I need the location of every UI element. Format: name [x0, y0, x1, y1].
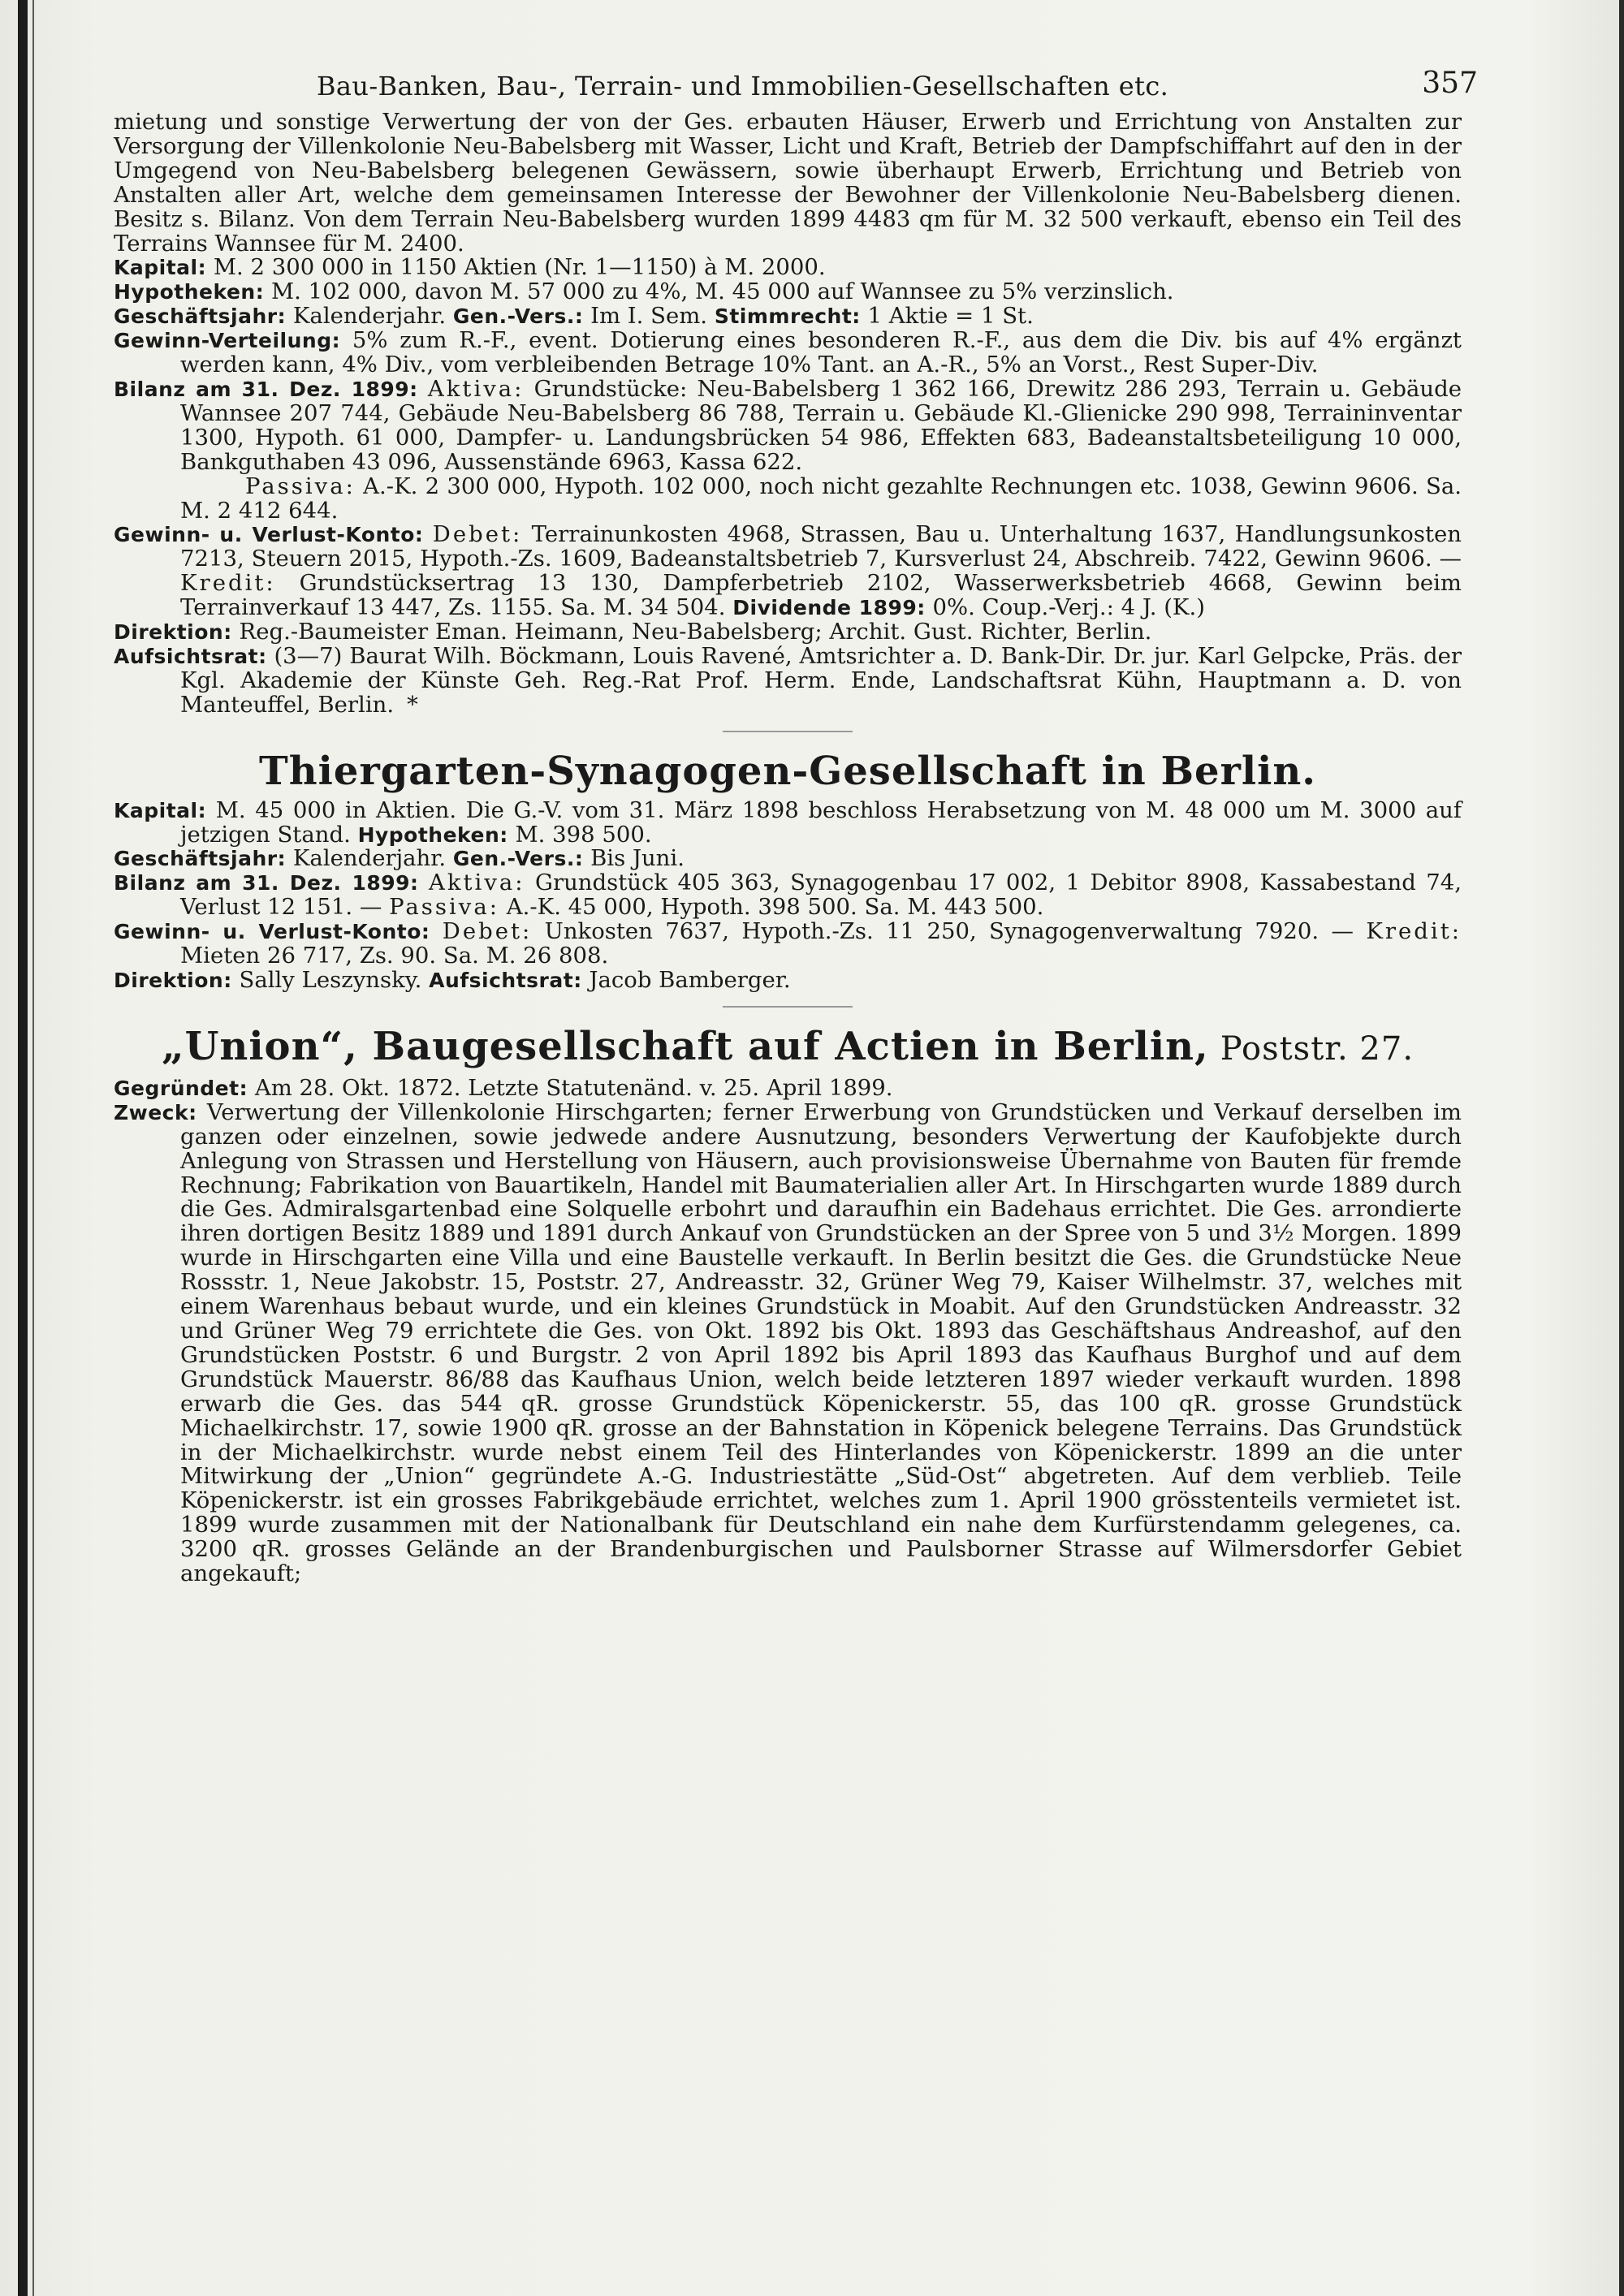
- gj-label: Geschäftsjahr:: [114, 304, 287, 329]
- entry1-guv: [114, 523, 1462, 620]
- entry3-gegruendet: [114, 1074, 1462, 1101]
- page-header: [114, 65, 1478, 110]
- book-binding-edge: [18, 0, 28, 2296]
- kredit-label: Kredit:: [1366, 918, 1462, 945]
- entry-thiergarten-synagogen: [114, 747, 1462, 993]
- kredit-text: Mieten 26 717, Zs. 90. Sa. M. 26 808.: [180, 943, 609, 969]
- aufsichtsrat-label: Aufsichtsrat:: [429, 969, 582, 992]
- entry2-bilanz: [114, 871, 1462, 920]
- passiva-text: A.-K. 2 300 000, Hypoth. 102 000, noch nicht gezahlte Rechnungen etc. 1038, Gewinn 9606. Sa. M. 2 412 644.: [180, 473, 1462, 524]
- kapital-label: Kapital:: [114, 256, 207, 280]
- aktiva-label: Aktiva:: [428, 870, 525, 896]
- zweck-text: Verwertung der Villenkolonie Hirschgarten; ferner Erwerbung von Grundstücken und Verkauf derselben im ganzen oder einzelnen, sowie jedwede andere Ausnutzung, besonders Verwertung der Kaufobjekte durch Anlegung von Strassen und Herstellung von Häusern, auch provisionsweise Übernahme von Bauten für fremde Rechnung; Fabrikation von Bauartikeln, Handel mit Baumaterialien aller Art. In Hirschgarten wurde 1889 durch die Ges. Admiralsgartenbad eine Solquelle erbohrt und daraufhin ein Badehaus errichtet. Die Ges. arrondierte ihren dortigen Besitz 1889 und 1891 durch Ankauf von Grundstücken an der Spree von 5 und 3½ Morgen. 1899 wurde in Hirschgarten eine Villa und eine Baustelle verkauft. In Berlin besitzt die Ges. die Grundstücke Neue Rossstr. 1, Neue Jakobstr. 15, Poststr. 27, Andreasstr. 32, Grüner Weg 79, Kaiser Wilhelmstr. 37, welches mit einem Warenhaus bebaut wurde, und ein kleines Grundstück in Moabit. Auf den Grundstücken Andreasstr. 32 und Grüner Weg 79 errichtete die Ges. von Okt. 1892 bis Okt. 1893 das Geschäftshaus Andreashof, auf den Grundstücken Poststr. 6 und Burgstr. 2 von April 1892 bis April 1893 das Kaufhaus Burghof und auf dem Grundstück Mauerstr. 86/88 das Kaufhaus Union, welch beide letzteren 1897 wieder verkauft wurden. 1898 erwarb die Ges. das 544 qR. grosse Grundstück Köpenickerstr. 55, das 100 qR. grosse Grundstück Michaelkirchstr. 17, sowie 1900 qR. grosse an der Bahnstation in Köpenick belegene Terrains. Das Grundstück in der Michaelkirchstr. wurde nebst einem Teil des Hinterlandes von Köpenickerstr. 1899 an die unter Mitwirkung der „Union“ gegründete A.-G. Industriestätte „Süd-Ost“ abgetreten. Auf dem verblieb. Teile Köpenickerstr. ist ein grosses Fabrikgebäude errichtet, welches zum 1. April 1900 grösstenteils vermietet ist. 1899 wurde zusammen mit der Nationalbank für Deutschland ein nahe dem Kurfürstendamm gelegenes, ca. 3200 qR. grosses Gelände an der Brandenburgischen und Paulsborner Strasse auf Wilmersdorfer Gebiet angekauft;: [180, 1098, 1462, 1587]
- gv-label: Gen.-Vers.:: [452, 847, 584, 871]
- guv-label: Gewinn- u. Verlust-Konto:: [114, 920, 430, 944]
- page-right-edge: [1619, 0, 1624, 2296]
- direktion-label: Direktion:: [114, 969, 232, 992]
- entry1-aufsichtsrat: [114, 642, 1462, 718]
- hypotheken-text: M. 102 000, davon M. 57 000 zu 4%, M. 45 000 auf Wannsee zu 5% verzinslich.: [270, 278, 1174, 305]
- passiva-label: Passiva:: [389, 894, 500, 921]
- kapital-text: M. 45 000 in Aktien. Die G.-V. vom 31. März 1898 beschloss Herabsetzung von M. 48 000 um M. 3000 auf jetzigen Stand.: [180, 796, 1462, 848]
- aufsichtsrat-label: Aufsichtsrat:: [114, 644, 267, 668]
- aktiva-text: Grundstücke: Neu-Babelsberg 1 362 166, Drewitz 286 293, Terrain u. Gebäude Wannsee 207 744, Gebäude Neu-Babelsberg 86 788, Terrain u. Gebäude Kl.-Glienicke 290 998, Terraininventar 1300, Hypoth. 61 000, Dampfer- u. Landungsbrücken 54 986, Effekten 683, Badeanstaltsbeteiligung 10 000, Bankguthaben 43 096, Aussenstände 6963, Kassa 622.: [180, 375, 1462, 475]
- gv-text: Bis Juni.: [590, 845, 685, 872]
- direktion-text: Sally Leszynsky.: [239, 967, 422, 993]
- gegruendet-text: Am 28. Okt. 1872. Letzte Statutenänd. v. 25. April 1899.: [254, 1074, 893, 1101]
- debet-label: Debet:: [432, 521, 523, 548]
- passiva-label: Passiva:: [245, 473, 356, 499]
- hypotheken-label: Hypotheken:: [114, 280, 265, 304]
- stimmrecht-label: Stimmrecht:: [714, 304, 861, 329]
- zweck-label: Zweck:: [114, 1100, 197, 1124]
- direktion-label: Direktion:: [114, 620, 232, 645]
- entry-star-mark: *: [407, 691, 418, 718]
- guv-label: Gewinn- u. Verlust-Konto:: [114, 523, 424, 547]
- debet-text: Unkosten 7637, Hypoth.-Zs. 11 250, Synagogenverwaltung 7920. —: [544, 918, 1354, 945]
- section-divider: [723, 1006, 853, 1008]
- aktiva-label: Aktiva:: [427, 375, 525, 402]
- entry-neu-babelsberg-continued: [114, 110, 1462, 718]
- kapital-label: Kapital:: [114, 798, 207, 822]
- entry1-geschaeftsjahr: [114, 304, 1462, 329]
- entry1-gewinn-verteilung: [114, 329, 1462, 378]
- section-divider: [723, 731, 853, 732]
- entry2-kapital: [114, 796, 1462, 848]
- kredit-label: Kredit:: [180, 570, 276, 597]
- entry1-bilanz: [114, 375, 1462, 475]
- direktion-text: Reg.-Baumeister Eman. Heimann, Neu-Babelsberg; Archit. Gust. Richter, Berlin.: [239, 619, 1152, 645]
- aktiva-text: Grundstück 405 363, Synagogenbau 17 002, 1 Debitor 8908, Kassabestand 74, Verlust 12 151. —: [180, 870, 1462, 921]
- gegruendet-label: Gegründet:: [114, 1076, 248, 1100]
- entry2-geschaeftsjahr: [114, 847, 1462, 871]
- entry1-hypotheken: [114, 280, 1462, 304]
- gj-text: Kalenderjahr.: [292, 303, 447, 330]
- entry1-kapital: [114, 256, 1462, 280]
- gv-text: Im I. Sem.: [590, 303, 708, 330]
- debet-label: Debet:: [442, 918, 533, 945]
- gewinn-verteilung-text: 5% zum R.-F., event. Dotierung eines besonderen R.-F., aus dem die Div. bis auf 4% ergänzt werden kann, 4% Div., vom verbleibenden Betrage 10% Tant. an A.-R., 5% an Vorst., Rest Super-Div.: [180, 327, 1462, 378]
- aufsichtsrat-text: (3—7) Baurat Wilh. Böckmann, Louis Ravené, Amtsrichter a. D. Bank-Dir. Dr. jur. Karl Gelpcke, Präs. der Kgl. Akademie der Künste Geh. Reg.-Rat Prof. Herm. Ende, Landschaftsrat Kühn, Hauptmann a. D. von Manteuffel, Berlin.: [180, 642, 1462, 718]
- entry1-passiva: [114, 475, 1462, 524]
- entry-union-baugesellschaft: [114, 1022, 1462, 1586]
- debet-text: Terrainunkosten 4968, Strassen, Bau u. Unterhaltung 1637, Handlungsunkosten 7213, Steuern 2015, Hypoth.-Zs. 1609, Badeanstaltsbetrieb 7, Kursverlust 24, Abschreib. 7422, Gewinn 9606. —: [180, 521, 1462, 572]
- passiva-text: A.-K. 45 000, Hypoth. 398 500. Sa. M. 443 500.: [506, 894, 1044, 921]
- entry3-name: „Union“, Baugesellschaft auf Actien in Berlin,: [161, 1023, 1209, 1069]
- dividende-label: Dividende 1899:: [732, 596, 926, 620]
- running-title: Bau-Banken, Bau-, Terrain- und Immobilien-Gesellschaften etc.: [317, 71, 1169, 101]
- entry3-address: Poststr. 27.: [1220, 1029, 1415, 1068]
- bilanz-label: Bilanz am 31. Dez. 1899:: [114, 377, 418, 401]
- gv-label: Gen.-Vers.:: [452, 304, 584, 329]
- page-number: 357: [1422, 67, 1478, 100]
- entry1-direktion: [114, 620, 1462, 645]
- entry3-title: [114, 1022, 1462, 1073]
- binding-shadow-line: [32, 0, 34, 2296]
- entry1-intro: mietung und sonstige Verwertung der von der Ges. erbauten Häuser, Erwerb und Errichtung von Anstalten zur Versorgung der Villenkolonie Neu-Babelsberg mit Wasser, Licht und Kraft, Betrieb der Dampfschiffahrt auf den in der Umgegend von Neu-Babelsberg belegenen Gewässern, sowie überhaupt Erwerb, Errichtung und Betrieb von Anstalten aller Art, welche dem gemeinsamen Interesse der Bewohner der Villenkolonie Neu-Babelsberg dienen. Besitz s. Bilanz. Von dem Terrain Neu-Babelsberg wurden 1899 4483 qm für M. 32 500 verkauft, ebenso ein Teil des Terrains Wannsee für M. 2400.: [114, 109, 1462, 257]
- entry2-title: Thiergarten-Synagogen-Gesellschaft in Berlin.: [259, 748, 1316, 794]
- dividende-text: 0%. Coup.-Verj.: 4 J. (K.): [932, 594, 1205, 621]
- entry3-zweck: [114, 1098, 1462, 1587]
- entry2-guv: [114, 920, 1462, 969]
- kapital-text: M. 2 300 000 in 1150 Aktien (Nr. 1—1150) à M. 2000.: [213, 254, 826, 281]
- gj-label: Geschäftsjahr:: [114, 847, 287, 871]
- bilanz-label: Bilanz am 31. Dez. 1899:: [114, 871, 419, 896]
- gewinn-verteilung-label: Gewinn-Verteilung:: [114, 329, 341, 353]
- hypotheken-text: M. 398 500.: [515, 821, 652, 848]
- hypotheken-label: Hypotheken:: [357, 822, 508, 847]
- stimmrecht-text: 1 Aktie = 1 St.: [867, 303, 1034, 330]
- page-content: [114, 65, 1478, 1587]
- kredit-text: Grundstücksertrag 13 130, Dampferbetrieb 2102, Wasserwerksbetrieb 4668, Gewinn beim Terrainverkauf 13 447, Zs. 1155. Sa. M. 34 504.: [180, 570, 1462, 621]
- gj-text: Kalenderjahr.: [292, 845, 447, 872]
- aufsichtsrat-text: Jacob Bamberger.: [589, 967, 791, 993]
- entry2-direktion: [114, 969, 1462, 993]
